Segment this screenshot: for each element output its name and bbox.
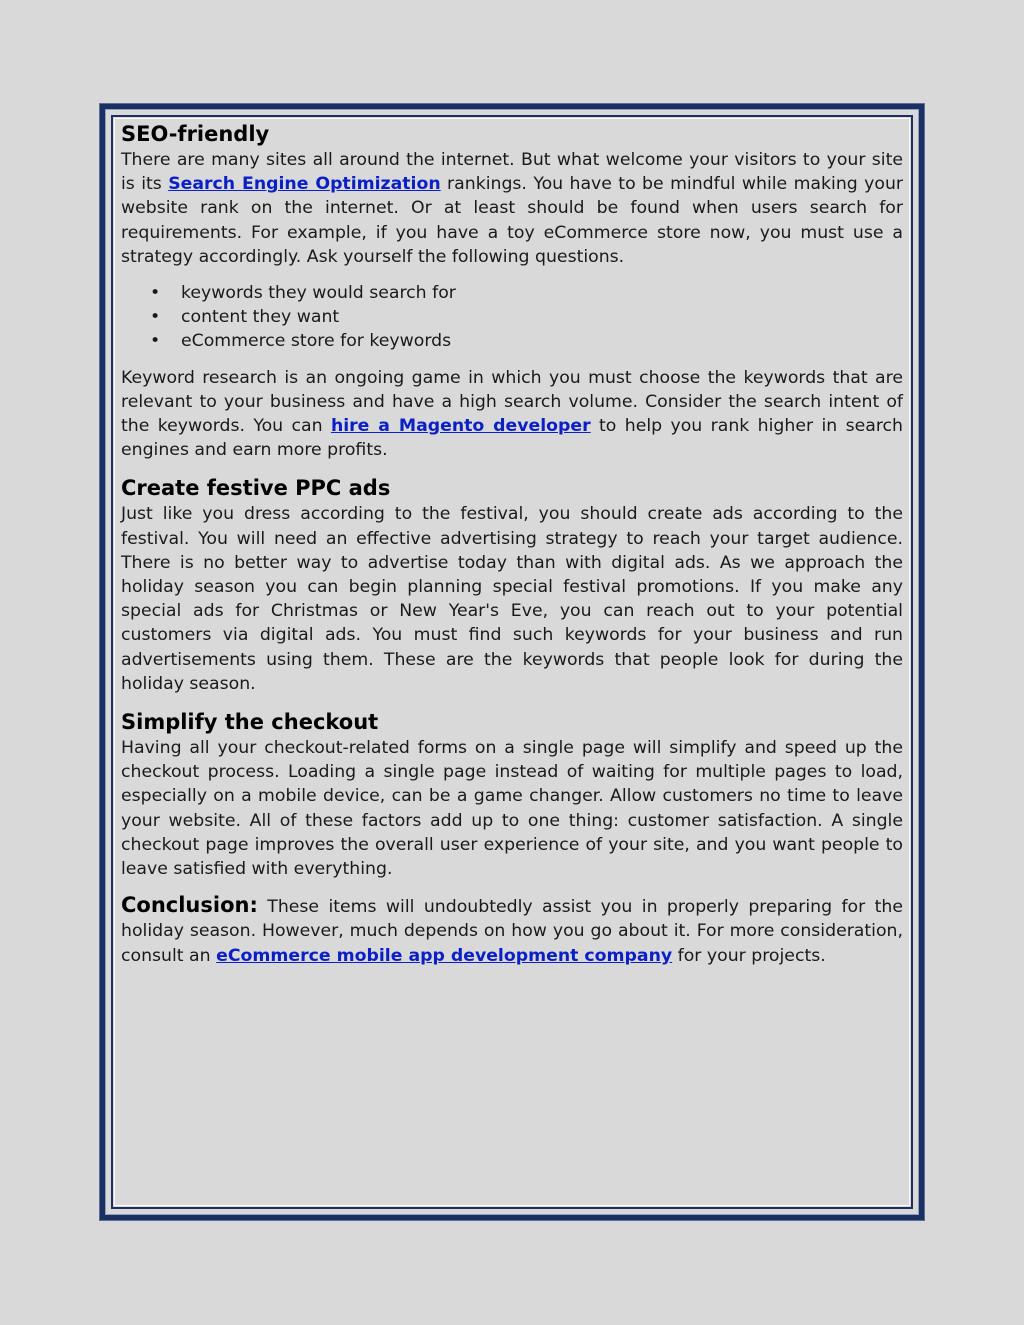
link-ecommerce-mobile-app-development-company[interactable]: eCommerce mobile app development company <box>216 945 673 966</box>
list-item: • content they want <box>181 305 903 329</box>
link-search-engine-optimization[interactable]: Search Engine Optimization <box>168 174 441 195</box>
seo-paragraph-1: There are many sites all around the internet. But what welcome your visitors to your site is its Search Engine Optimization rankings. You have to be mindful while making your website rank on the internet. Or at least should be found when users search for requirements. For example, if you have a toy eCommerce store now, you must use a strategy accordingly. Ask yourself the following questions. <box>121 150 903 267</box>
heading-festive-ppc-ads: Create festive PPC ads <box>121 476 391 501</box>
bullet-icon: • <box>150 283 161 304</box>
checkout-paragraph: Having all your checkout-related forms on a single page will simplify and speed up the checkout process. Loading a single page instead of waiting for multiple pages to load, especially on a mobile device, can be a game changer. Allow customers no time to leave your website. All of these factors add up to one thing: customer satisfaction. A single checkout page improves the overall user experience of your site, and you want people to leave satisfied with everything. <box>121 738 903 880</box>
ppc-paragraph: Just like you dress according to the festival, you should create ads according to the festival. You will need an effective advertising strategy to reach your target audience. There is no better way to advertise today than with digital ads. As we approach the holiday season you can begin planning special festival promotions. If you make any special ads for Christmas or New Year's Eve, you can reach out to your potential customers via digital ads. You must find such keywords for your business and run advertisements using them. These are the keywords that people look for during the holiday season. <box>121 504 903 694</box>
heading-simplify-checkout: Simplify the checkout <box>121 710 379 735</box>
heading-conclusion: Conclusion: <box>121 893 258 918</box>
list-item: • keywords they would search for <box>181 281 903 305</box>
section-seo-friendly <box>121 120 903 462</box>
link-hire-magento-developer[interactable]: hire a Magento developer <box>330 416 591 437</box>
heading-seo-friendly: SEO-friendly <box>121 122 270 146</box>
bullet-icon: • <box>150 331 161 352</box>
seo-paragraph-2: Keyword research is an ongoing game in which you must choose the keywords that are relevant to your business and have a high search volume. Consider the search intent of the keywords. You can hire a Magento developer to help you rank higher in search engines and earn more profits. <box>121 367 903 461</box>
section-simplify-checkout <box>121 708 903 881</box>
bullet-icon: • <box>150 307 161 328</box>
document-body <box>121 120 903 968</box>
section-conclusion <box>121 893 903 968</box>
section-festive-ppc-ads <box>121 474 903 696</box>
seo-questions-list <box>121 281 903 354</box>
list-item: • eCommerce store for keywords <box>181 329 903 353</box>
conclusion-paragraph: Conclusion: These items will undoubtedly assist you in properly preparing for the holiday season. However, much depends on how you go about it. For more consideration, consult an eCommerce mobile app development company for your projects. <box>121 893 903 966</box>
